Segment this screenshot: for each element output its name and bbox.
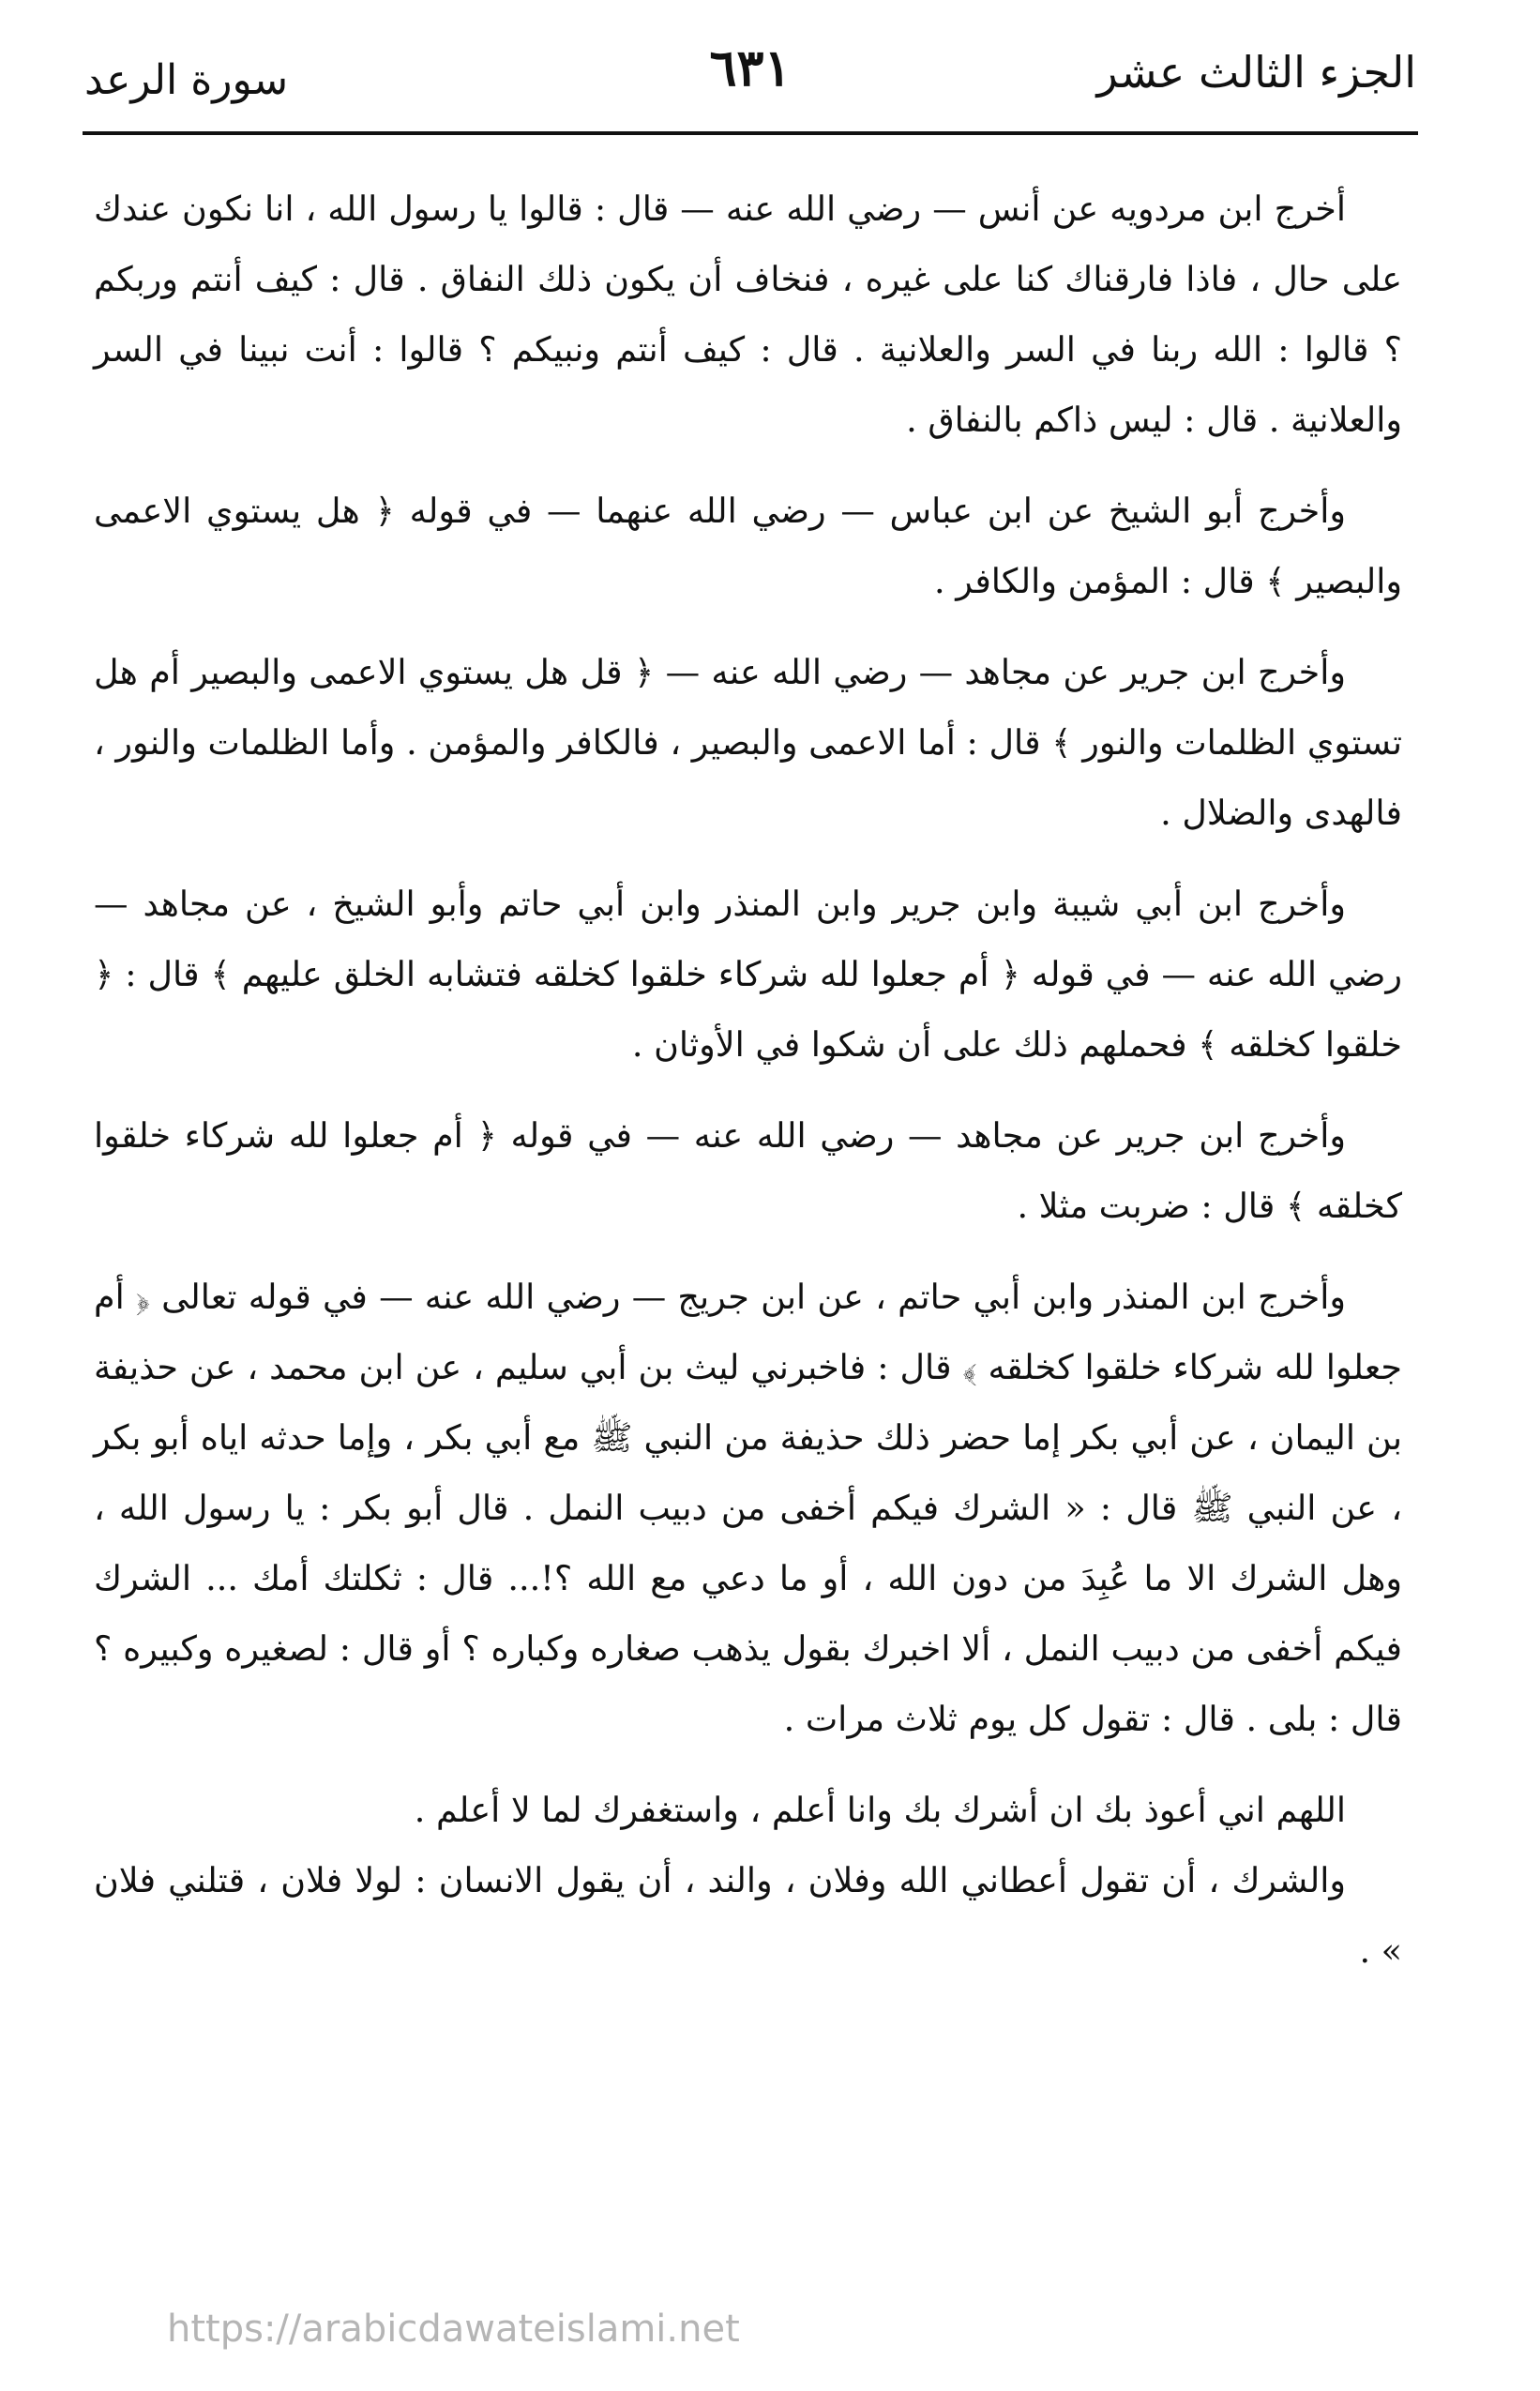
- page-body: [94, 174, 1402, 1986]
- watermark-url: https://arabicdawateislami.net: [167, 2308, 740, 2351]
- paragraph-5: وأخرج ابن جرير عن مجاهد — رضي الله عنه — في قوله ﴿ أم جعلوا لله شركاء خلقوا كخلقه ﴾ قال : ضربت مثلا .: [94, 1115, 1402, 1226]
- surah-title: سورة الرعد: [84, 56, 289, 104]
- paragraph-7: اللهم اني أعوذ بك ان أشرك بك وانا أعلم ، واستغفرك لما لا أعلم .: [414, 1790, 1346, 1830]
- paragraph-4: وأخرج ابن أبي شيبة وابن جرير وابن المنذر وابن أبي حاتم وأبو الشيخ ، عن مجاهد — رضي الله عنه — في قوله ﴿ أم جعلوا لله شركاء خلقوا كخلقه فتشابه الخلق عليهم ﴾ قال : ﴿ خلقوا كخلقه ﴾ فحملهم ذلك على أن شكوا في الأوثان .: [94, 884, 1402, 1065]
- paragraph-1: أخرج ابن مردويه عن أنس — رضي الله عنه — قال : قالوا يا رسول الله ، انا نكون عندك على حال ، فاذا فارقناك كنا على غيره ، فنخاف أن يكون ذلك النفاق . قال : كيف أنتم وربكم ؟ قالوا : الله ربنا في السر والعلانية . قال : كيف أنتم ونبيكم ؟ قالوا : أنت نبينا في السر والعلانية . قال : ليس ذاكم بالنفاق .: [94, 189, 1402, 440]
- page-header: [84, 38, 1416, 141]
- paragraph-2: وأخرج أبو الشيخ عن ابن عباس — رضي الله عنهما — في قوله ﴿ هل يستوي الاعمى والبصير ﴾ قال : المؤمن والكافر .: [94, 491, 1402, 601]
- header-divider: [83, 131, 1418, 135]
- part-title: الجزء الثالث عشر: [1096, 47, 1416, 98]
- page-number: ٦٣١: [709, 38, 792, 98]
- paragraph-3: وأخرج ابن جرير عن مجاهد — رضي الله عنه — ﴿ قل هل يستوي الاعمى والبصير أم هل تستوي الظلمات والنور ﴾ قال : أما الاعمى والبصير ، فالكافر والمؤمن . وأما الظلمات والنور ، فالهدى والضلال .: [94, 652, 1402, 833]
- paragraph-6: وأخرج ابن المنذر وابن أبي حاتم ، عن ابن جريج — رضي الله عنه — في قوله تعالى ﴿ أم جعلوا لله شركاء خلقوا كخلقه ﴾ قال : فاخبرني ليث بن أبي سليم ، عن ابن محمد ، عن حذيفة بن اليمان ، عن أبي بكر إما حضر ذلك حذيفة من النبي ﷺ مع أبي بكر ، وإما حدثه اياه أبو بكر ، عن النبي ﷺ قال : « الشرك فيكم أخفى من دبيب النمل . قال أبو بكر : يا رسول الله ، وهل الشرك الا ما عُبِدَ من دون الله ، أو ما دعي مع الله ؟!... قال : ثكلتك أمك ... الشرك فيكم أخفى من دبيب النمل ، ألا اخبرك بقول يذهب صغاره وكباره ؟ أو قال : لصغيره وكبيره ؟ قال : بلى . قال : تقول كل يوم ثلاث مرات .: [94, 1277, 1403, 1739]
- paragraph-8: والشرك ، أن تقول أعطاني الله وفلان ، والند ، أن يقول الانسان : لولا فلان ، قتلني فلان » .: [94, 1860, 1402, 1971]
